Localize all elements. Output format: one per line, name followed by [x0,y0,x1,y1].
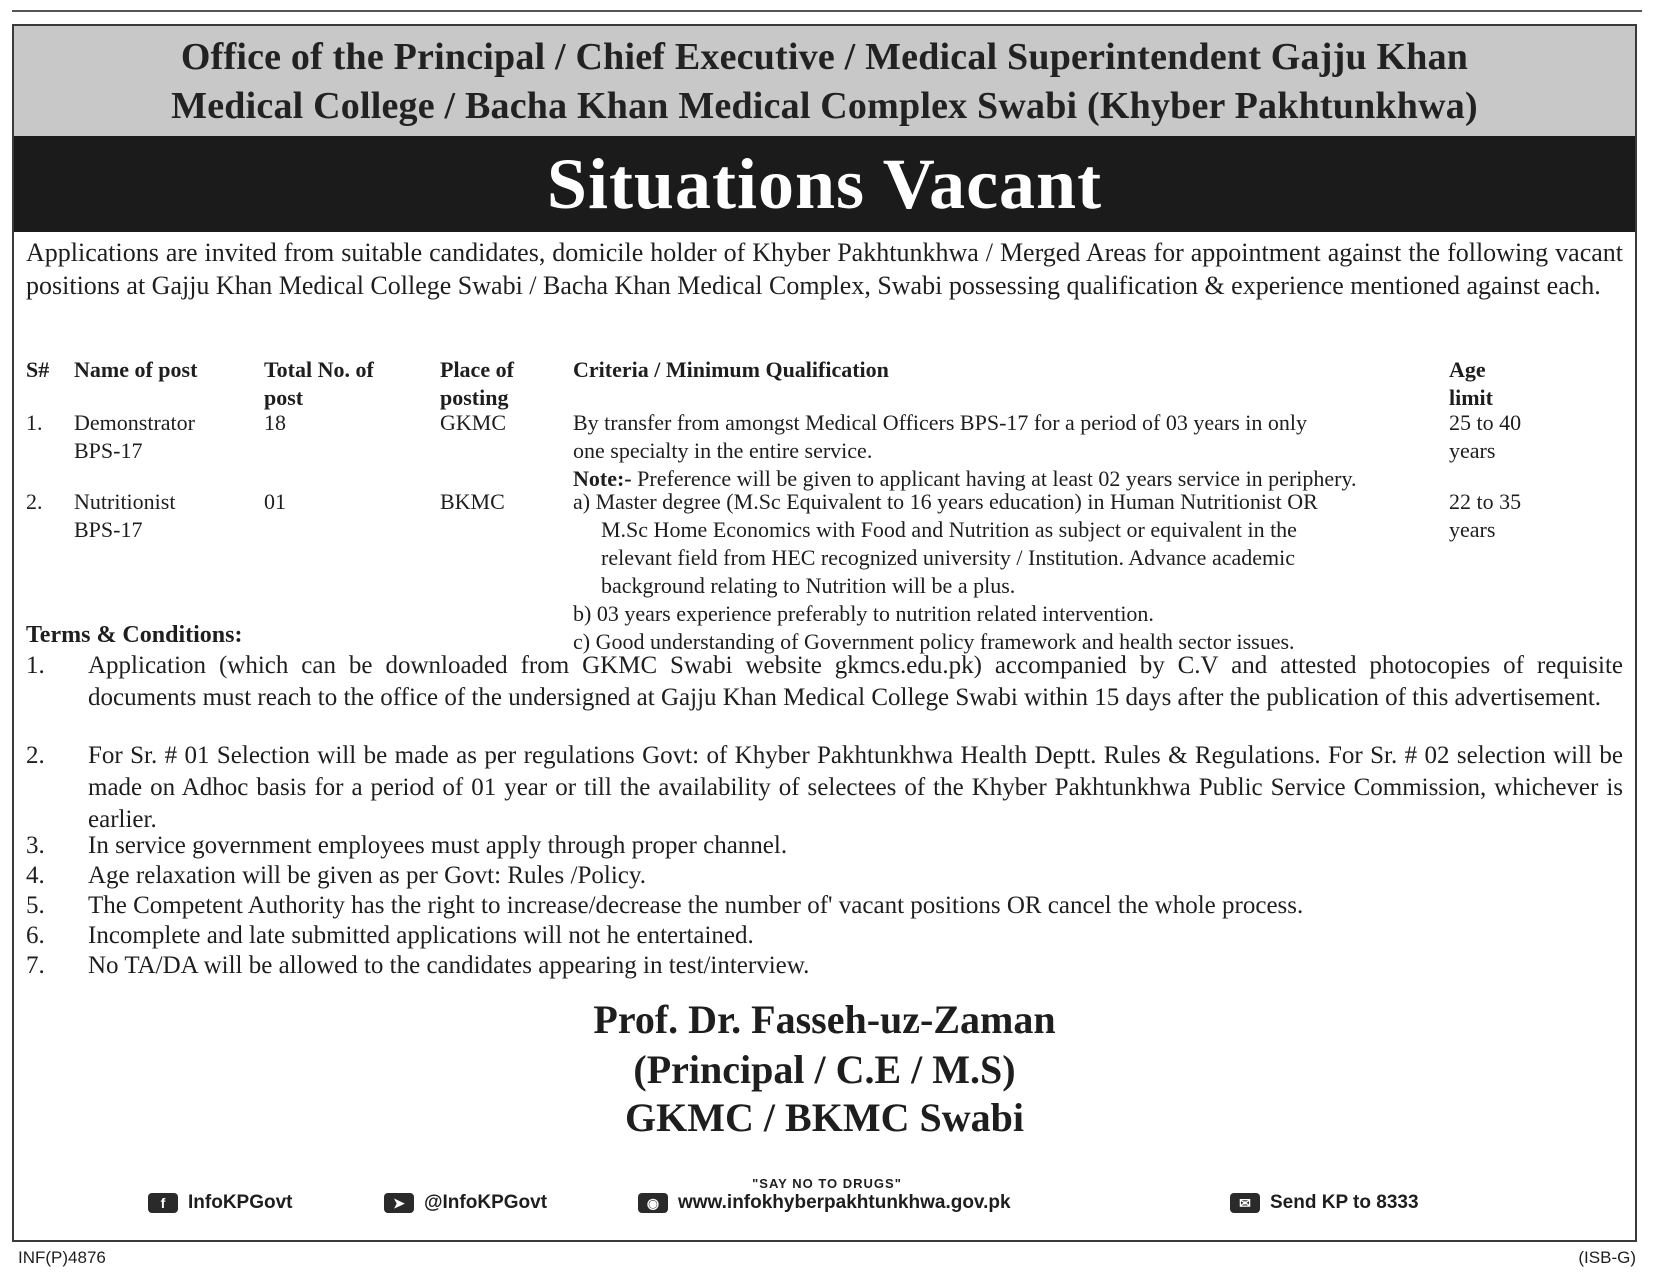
website-label: www.infokhyberpakhtunkhwa.gov.pk [678,1192,1011,1213]
row1-name [74,409,195,465]
row2-criteria-b: b) 03 years experience preferably to nutrition related intervention. [573,601,1154,626]
row1-total: 18 [264,410,286,435]
top-rule [12,10,1642,12]
facebook-handle [148,1192,293,1214]
signatory-title: (Principal / C.E / M.S) [633,1047,1016,1092]
row1-criteria-line2: one specialty in the entire service. [573,438,873,463]
term-item [26,860,1623,892]
col-header-age [1449,356,1493,412]
sms-label: Send KP to 8333 [1270,1192,1419,1213]
row2-age-line2: years [1449,517,1496,542]
signatory-name: Prof. Dr. Fasseh-uz-Zaman [593,997,1056,1042]
situations-vacant-banner: Situations Vacant [14,136,1635,232]
col-header-total-line2: post [264,385,304,410]
row1-name-line2: BPS-17 [74,438,143,463]
region-code: (ISB-G) [1578,1248,1636,1267]
term-text: The Competent Authority has the right to increase/decrease the number of' vacant positions OR cancel the whole process. [88,892,1304,919]
row1-place: GKMC [440,410,507,435]
row2-age [1449,488,1521,544]
col-header-age-line2: limit [1449,385,1493,410]
row1-criteria [573,409,1433,493]
term-item [26,890,1623,922]
row2-criteria-c: c) Good understanding of Government policy framework and health sector issues. [573,629,1295,654]
term-item [26,830,1623,862]
row2-criteria-a-line2: M.Sc Home Economics with Food and Nutrition as subject or equivalent in the [601,517,1297,542]
term-number: 2. [26,742,45,769]
term-text: In service government employees must apply through proper channel. [88,832,788,859]
term-item [26,950,1623,982]
intro-paragraph: Applications are invited from suitable candidates, domicile holder of Khyber Pakhtunkhwa / Merged Areas for appointment against the following vacant positions at Gajju Khan Medical College Swabi / Bacha Khan Medical Complex, Swabi possessing qualification & experience mentioned against each. [26,238,1623,300]
signatory-org: GKMC / BKMC Swabi [625,1095,1024,1140]
row2-name-line2: BPS-17 [74,517,143,542]
twitter-label: @InfoKPGovt [424,1192,548,1213]
reference-code: INF(P)4876 [18,1248,106,1267]
col-header-name: Name of post [74,357,198,382]
facebook-label: InfoKPGovt [188,1192,293,1213]
header-line-2: Medical College / Bacha Khan Medical Complex Swabi (Khyber Pakhtunkhwa) [171,85,1478,127]
col-header-sno: S# [26,357,50,382]
row2-total: 01 [264,489,286,514]
row1-name-line1: Demonstrator [74,410,195,435]
sms-icon: ✉ [1230,1193,1260,1213]
row1-age-line2: years [1449,438,1496,463]
term-text: Age relaxation will be given as per Govt: Rules /Policy. [88,862,646,889]
row1-note-label: Note:- [573,466,632,491]
term-number: 6. [26,922,45,949]
col-header-place [440,356,514,412]
term-number: 3. [26,832,45,859]
header-line-1: Office of the Principal / Chief Executive / Medical Superintendent Gajju Khan [180,36,1469,78]
row2-name [74,488,175,544]
twitter-icon: ➤ [384,1193,414,1213]
col-header-total [264,356,374,412]
term-number: 4. [26,862,45,889]
term-text: For Sr. # 01 Selection will be made as per regulations Govt: of Khyber Pakhtunkhwa Health Deptt. Rules & Regulations. For Sr. # 02 selection will be made on Adhoc basis for a period of 01 year or till the availability of selectees of the Khyber Pakhtunkhwa Public Service Commission, whichever is earlier. [88,742,1623,833]
term-text: Incomplete and late submitted applications will not he entertained. [88,922,754,949]
sms-info [1230,1192,1419,1214]
row2-criteria [573,488,1433,656]
term-number: 5. [26,892,45,919]
facebook-icon: f [148,1193,178,1213]
term-item [26,920,1623,952]
advertisement-frame [12,24,1637,1242]
row1-age [1449,409,1521,465]
row2-criteria-a-line4: background relating to Nutrition will be a plus. [601,573,1016,598]
term-item [26,740,1623,836]
row2-sno: 2. [26,489,43,514]
row1-age-line1: 25 to 40 [1449,410,1522,435]
term-text: No TA/DA will be allowed to the candidates appearing in test/interview. [88,952,810,979]
row2-place: BKMC [440,489,505,514]
say-no-to-drugs: "SAY NO TO DRUGS" [752,1176,902,1191]
row1-criteria-line1: By transfer from amongst Medical Officers BPS-17 for a period of 03 years in only [573,410,1307,435]
col-header-age-line1: Age [1449,357,1486,382]
twitter-handle [384,1192,547,1214]
col-header-total-line1: Total No. of [264,357,374,382]
row2-age-line1: 22 to 35 [1449,489,1522,514]
row1-sno: 1. [26,410,43,435]
row2-name-line1: Nutritionist [74,489,176,514]
term-number: 7. [26,952,45,979]
term-item [26,650,1623,714]
col-header-criteria: Criteria / Minimum Qualification [573,357,889,382]
col-header-place-line1: Place of [440,357,514,382]
row1-note-text: Preference will be given to applicant having at least 02 years service in periphery. [631,466,1357,491]
row2-criteria-a-line1: a) Master degree (M.Sc Equivalent to 16 years education) in Human Nutritionist OR [573,489,1318,514]
row2-criteria-a-line3: relevant field from HEC recognized university / Institution. Advance academic [601,545,1295,570]
office-header [14,26,1635,136]
globe-icon: ◉ [638,1193,668,1213]
terms-title: Terms & Conditions: [26,622,243,648]
term-number: 1. [26,652,45,679]
term-text: Application (which can be downloaded from GKMC Swabi website gkmcs.edu.pk) accompanied by C.V and attested photocopies of requisite documents must reach to the office of the undersigned at Gajju Khan Medical College Swabi within 15 days after the publication of this advertisement. [88,652,1623,711]
website-link [638,1192,1011,1214]
col-header-place-line2: posting [440,385,509,410]
